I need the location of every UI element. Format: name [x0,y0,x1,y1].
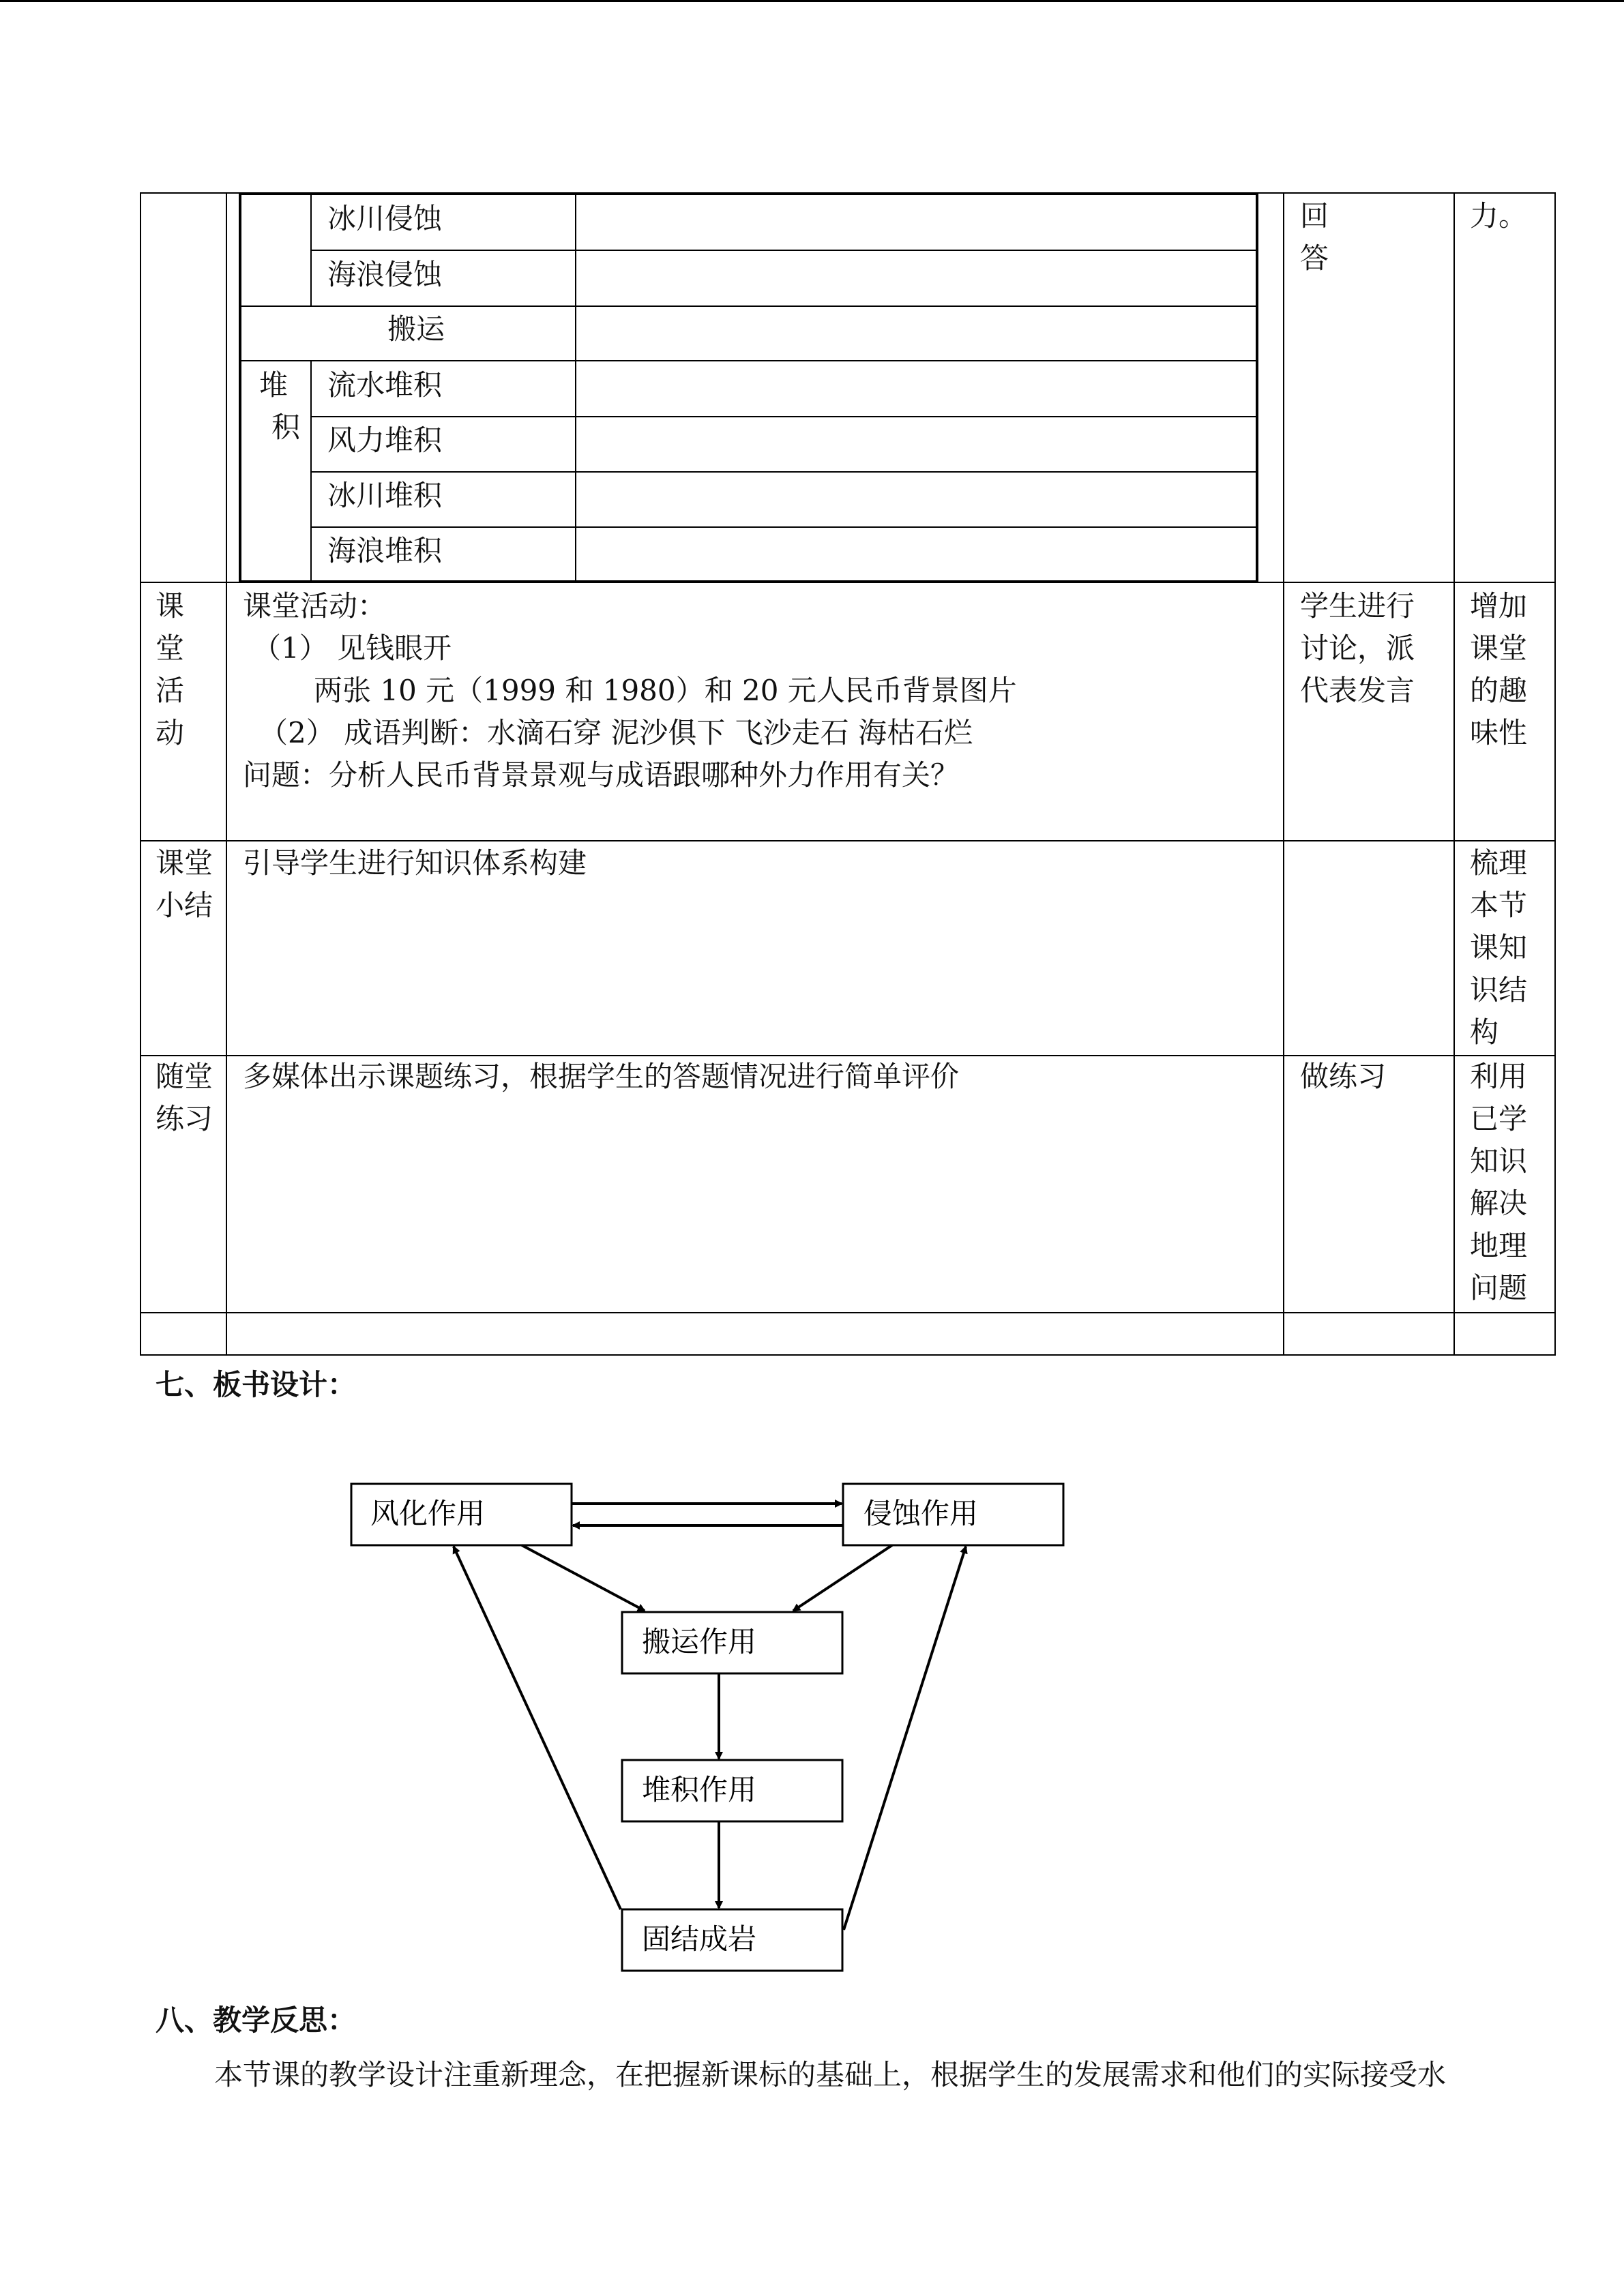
summary-content: 引导学生进行知识体系构建 [243,846,587,880]
weathering-label: 风化作用 [370,1497,486,1530]
class-activity-student: 学生进行 讨论，派 代表发言 [1300,589,1415,707]
row-label-practice: 随堂 练习 [156,1060,213,1135]
arrow-lithification-to-erosion [844,1547,966,1930]
lithification-label: 固结成岩 [642,1922,757,1956]
summary-purpose: 梳理 本节 课知 识结 构 [1470,846,1528,1049]
erosion-label: 侵蚀作用 [863,1497,979,1530]
content-line: 两张 10 元（1999 和 1980）和 20 元人民币背景图片 [314,674,1017,707]
inner-row-label: 海浪侵蚀 [327,258,443,291]
inner-row-label: 流水堆积 [327,368,443,402]
first-row-student-activity: 回 答 [1300,199,1329,275]
inner-row-label: 搬运 [387,312,445,346]
transport-label: 搬运作用 [642,1625,757,1658]
content-line: 问题：分析人民币背景景观与成语跟哪种外力作用有关？ [243,758,960,792]
row-label-class-activity: 课 堂 活 动 [156,589,185,749]
arrow-erosion-to-transport [793,1545,892,1611]
deposit-group-label: 积 [271,411,301,444]
practice-content: 多媒体出示课题练习，根据学生的答题情况进行简单评价 [243,1060,960,1093]
deposition-label: 堆积作用 [642,1773,757,1806]
arrow-weathering-to-transport [522,1545,645,1611]
class-activity-purpose: 增加 课堂 的趣 味性 [1470,589,1528,749]
content-line: （1） 见钱眼开 [252,631,452,665]
content-line: （2） 成语判断：水滴石穿 泥沙俱下 飞沙走石 海枯石烂 [259,716,973,749]
practice-purpose: 利用 已学 知识 解决 地理 问题 [1470,1060,1528,1304]
arrow-lithification-to-weathering [454,1547,621,1909]
content-line: 课堂活动： [243,589,387,623]
inner-row-label: 海浪堆积 [327,534,443,567]
inner-row-label: 冰川侵蚀 [327,202,443,235]
row-label-summary: 课堂 小结 [156,846,213,922]
first-row-purpose: 力。 [1470,199,1528,233]
section-heading-reflection: 八、教学反思： [156,2003,357,2037]
section-heading-board-design: 七、板书设计： [156,1368,357,1401]
inner-row-label: 风力堆积 [327,423,443,457]
deposit-group-label: 堆 [259,368,289,402]
inner-row-label: 冰川堆积 [327,479,443,512]
practice-student: 做练习 [1300,1060,1387,1093]
reflection-paragraph: 本节课的教学设计注重新理念，在把握新课标的基础上，根据学生的发展需求和他们的实际接受水 [214,2058,1447,2091]
